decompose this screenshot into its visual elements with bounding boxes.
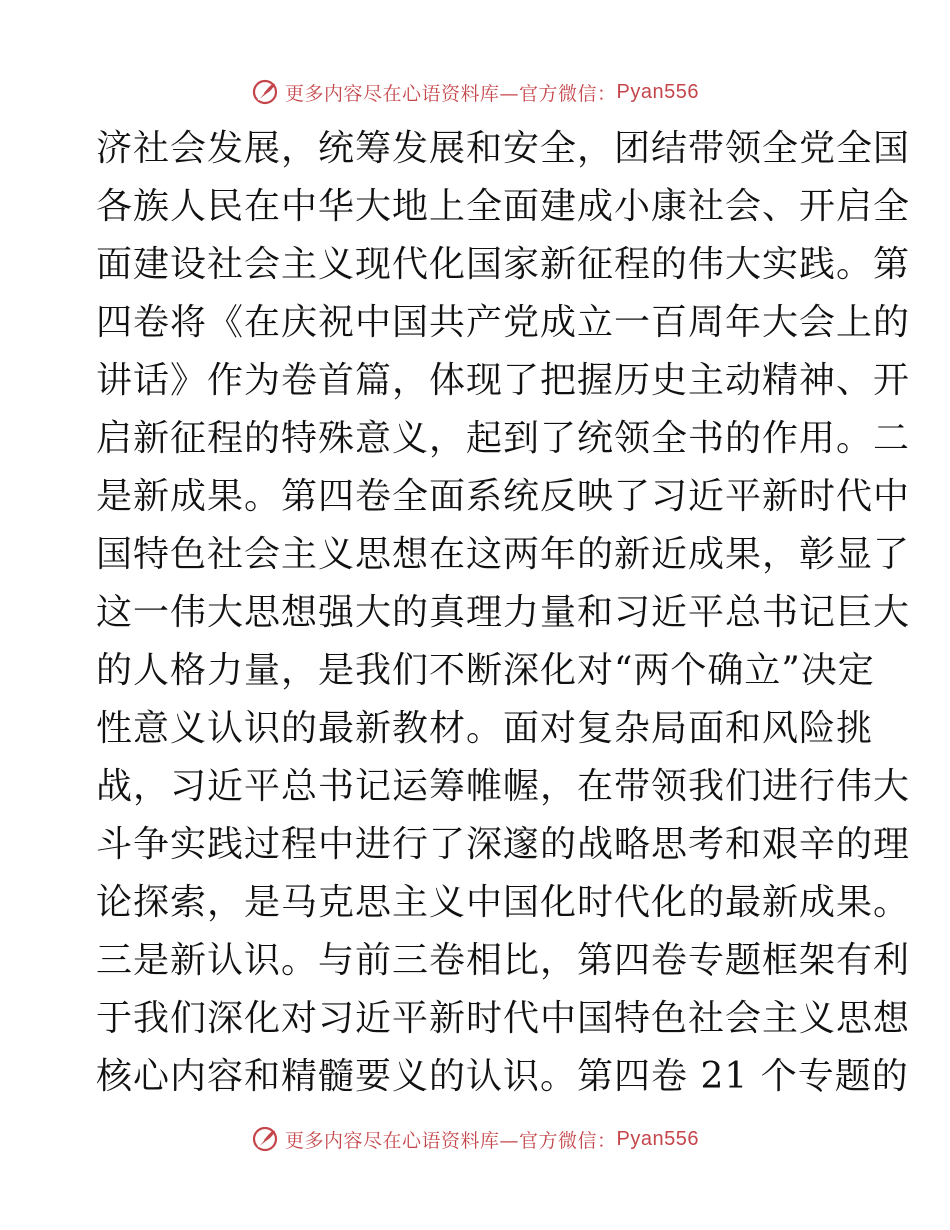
text-line: 是新成果。第四卷全面系统反映了习近平新时代中 [96, 476, 911, 517]
banner-text: 更多内容尽在心语资料库—官方微信： [285, 82, 617, 105]
text-line: 四卷将《在庆祝中国共产党成立一百周年大会上的 [96, 302, 911, 343]
text-line: 性意义认识的最新教材。面对复杂局面和风险挑 [96, 708, 874, 749]
body-text [96, 120, 911, 1106]
wechat-id: Pyan556 [616, 80, 699, 103]
header-watermark-banner [0, 72, 950, 112]
feather-pen-circle-icon [251, 1125, 279, 1153]
wechat-id: Pyan556 [616, 1127, 699, 1150]
feather-pen-circle-icon [251, 78, 279, 106]
text-line: 这一伟大思想强大的真理力量和习近平总书记巨大 [96, 592, 911, 633]
text-line: 斗争实践过程中进行了深邃的战略思考和艰辛的理 [96, 824, 911, 865]
text-line: 战，习近平总书记运筹帷幄，在带领我们进行伟大 [96, 766, 911, 807]
text-line: 论探索，是马克思主义中国化时代化的最新成果。 [96, 882, 911, 923]
text-line: 讲话》作为卷首篇，体现了把握历史主动精神、开 [96, 360, 911, 401]
text-line: 三是新认识。与前三卷相比，第四卷专题框架有利 [96, 940, 911, 981]
text-line: 启新征程的特殊意义，起到了统领全书的作用。二 [96, 418, 911, 459]
text-line: 国特色社会主义思想在这两年的新近成果，彰显了 [96, 534, 911, 575]
text-line: 面建设社会主义现代化国家新征程的伟大实践。第 [96, 244, 911, 285]
text-line: 各族人民在中华大地上全面建成小康社会、开启全 [96, 186, 911, 227]
footer-watermark-banner [0, 1119, 950, 1159]
text-line: 济社会发展，统筹发展和安全，团结带领全党全国 [96, 128, 911, 169]
text-line: 核心内容和精髓要义的认识。第四卷 21 个专题的 [96, 1056, 909, 1097]
text-line: 的人格力量，是我们不断深化对“两个确立”决定 [96, 650, 875, 691]
banner-text: 更多内容尽在心语资料库—官方微信： [285, 1129, 617, 1152]
text-line: 于我们深化对习近平新时代中国特色社会主义思想 [96, 998, 911, 1039]
